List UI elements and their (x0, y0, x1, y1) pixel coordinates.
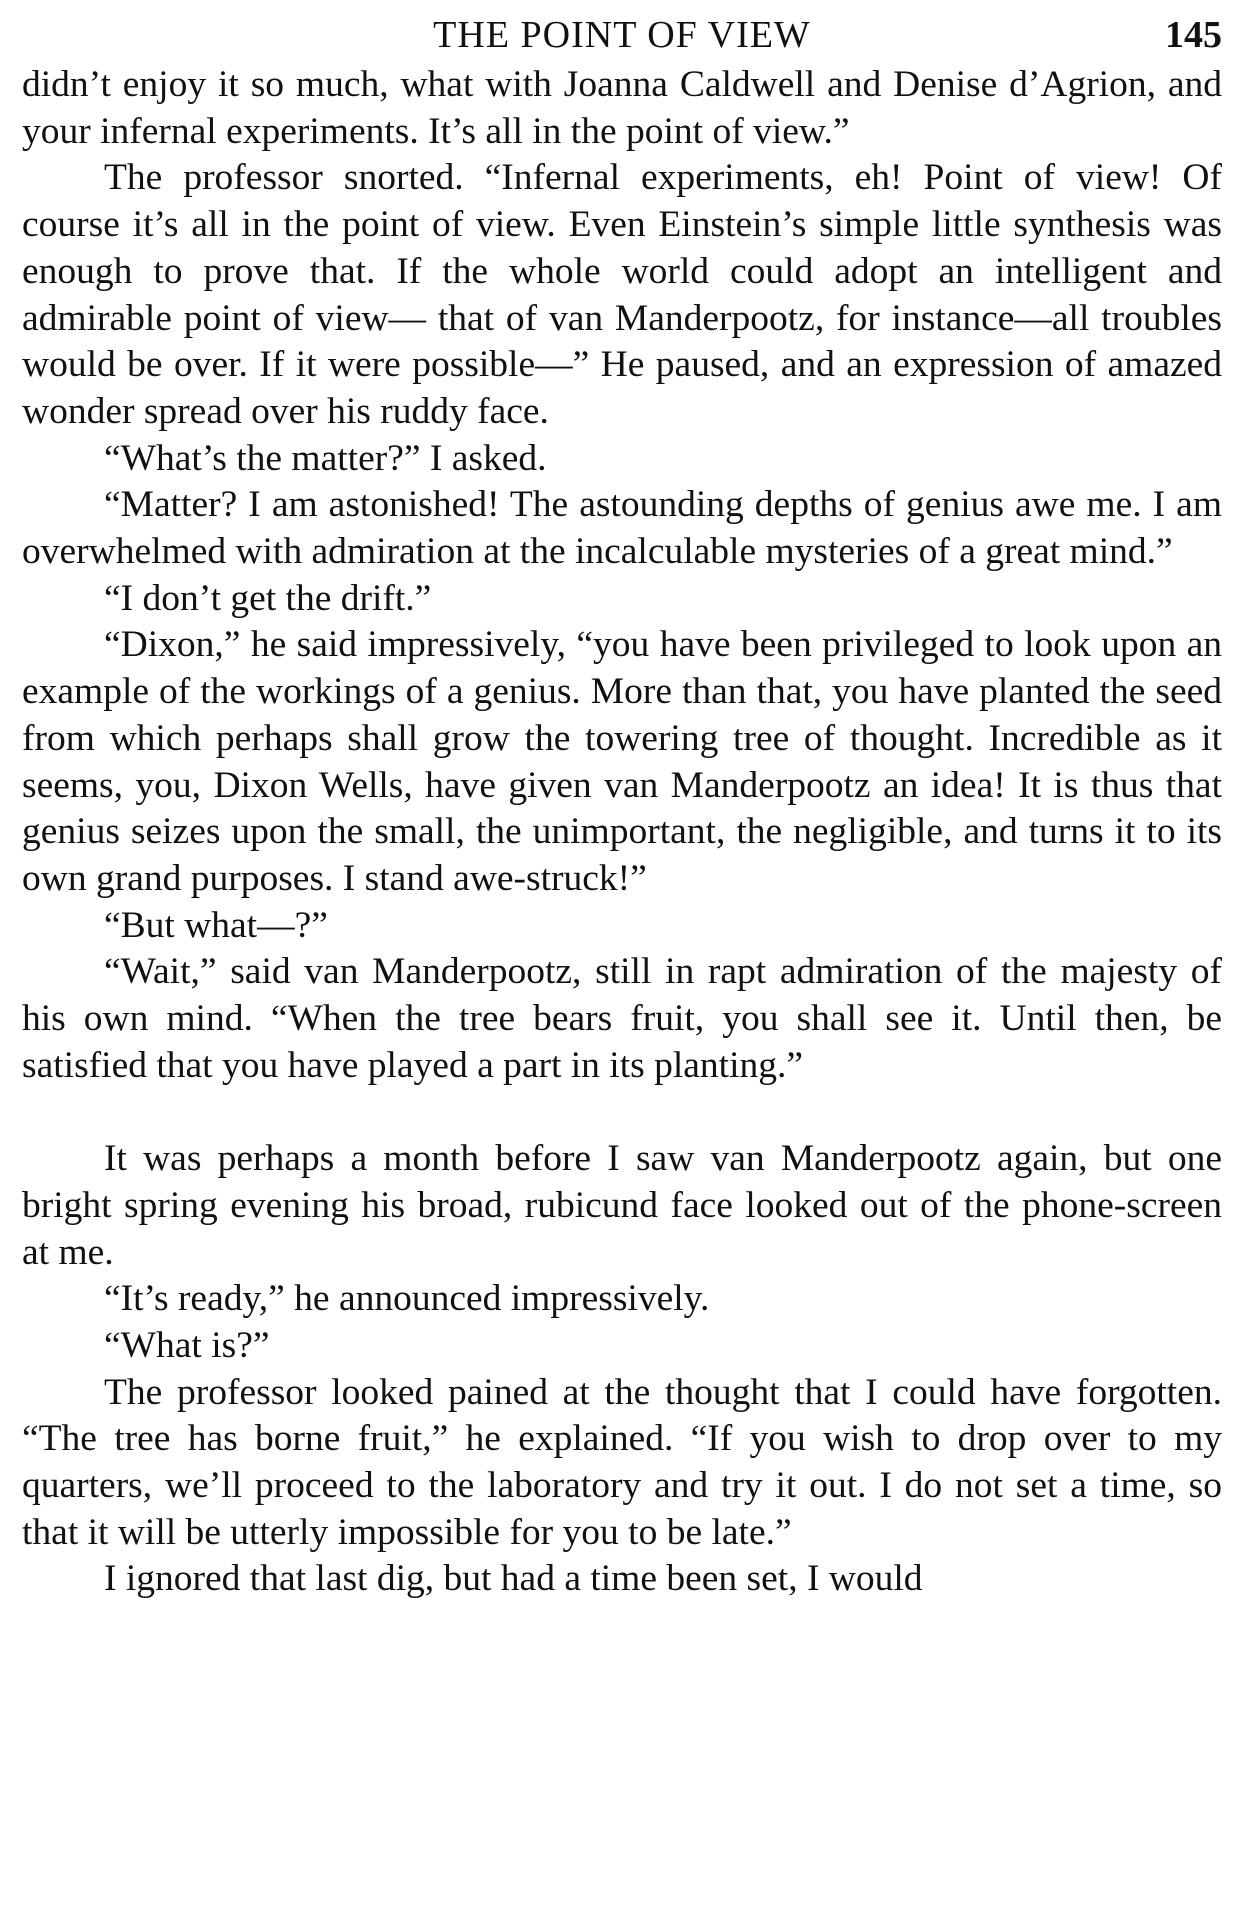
paragraph: “What’s the matter?” I asked. (104, 437, 547, 479)
running-title: THE POINT OF VIEW (433, 14, 811, 56)
book-page (22, 8, 1222, 1603)
running-head (22, 8, 1222, 62)
paragraph: The professor looked pained at the thought that I could have forgotten. “The tree has borne fruit,” he explained. “If you wish to drop over to my quarters, we’ll proceed to the laboratory and try it out. I do not set a time, so that it will be utterly impossible for you to be late.” (22, 1371, 1222, 1553)
paragraph: “I don’t get the drift.” (104, 577, 432, 619)
paragraph: “What is?” (104, 1324, 270, 1366)
paragraph: I ignored that last dig, but had a time been set, I would (104, 1558, 923, 1600)
paragraph: “Dixon,” he said impressively, “you have been privileged to look upon an example of the workings of a genius. More than that, you have planted the seed from which perhaps shall grow the towering tree of thought. Incredible as it seems, you, Dixon Wells, have given van Manderpootz an idea! It is thus that genius seizes upon the small, the unimportant, the negligible, and turns it to its own grand purposes. I stand awe-struck!” (22, 624, 1222, 899)
paragraph-section-start: It was perhaps a month before I saw van Manderpootz again, but one bright spring evening his broad, rubicund face looked out of the phone-screen at me. (22, 1138, 1222, 1273)
paragraph: “Wait,” said van Manderpootz, still in rapt admiration of the majesty of his own mind. “When the tree bears fruit, you shall see it. Until then, be satisfied that you have played a part in its planting.” (22, 951, 1222, 1086)
paragraph: The professor snorted. “Infernal experiments, eh! Point of view! Of course it’s all in the point of view. Even Einstein’s simple little synthesis was enough to prove that. If the whole world could adopt an intelligent and admirable point of view— that of van Manderpootz, for instance—all troubles would be over. If it were possible—” He paused, and an expression of amazed wonder spread over his ruddy face. (22, 157, 1222, 432)
paragraph: “Matter? I am astonished! The astounding depths of genius awe me. I am overwhelmed with admiration at the incalculable mysteries of a great mind.” (22, 484, 1222, 573)
page-number: 145 (1165, 14, 1222, 56)
paragraph: “It’s ready,” he announced impressively. (104, 1278, 710, 1320)
paragraph-continuation: didn’t enjoy it so much, what with Joanna Caldwell and Denise d’Agrion, and your infernal experiments. It’s all in the point of view.” (22, 64, 1222, 152)
body-text (22, 62, 1222, 1603)
paragraph: “But what—?” (104, 904, 328, 946)
